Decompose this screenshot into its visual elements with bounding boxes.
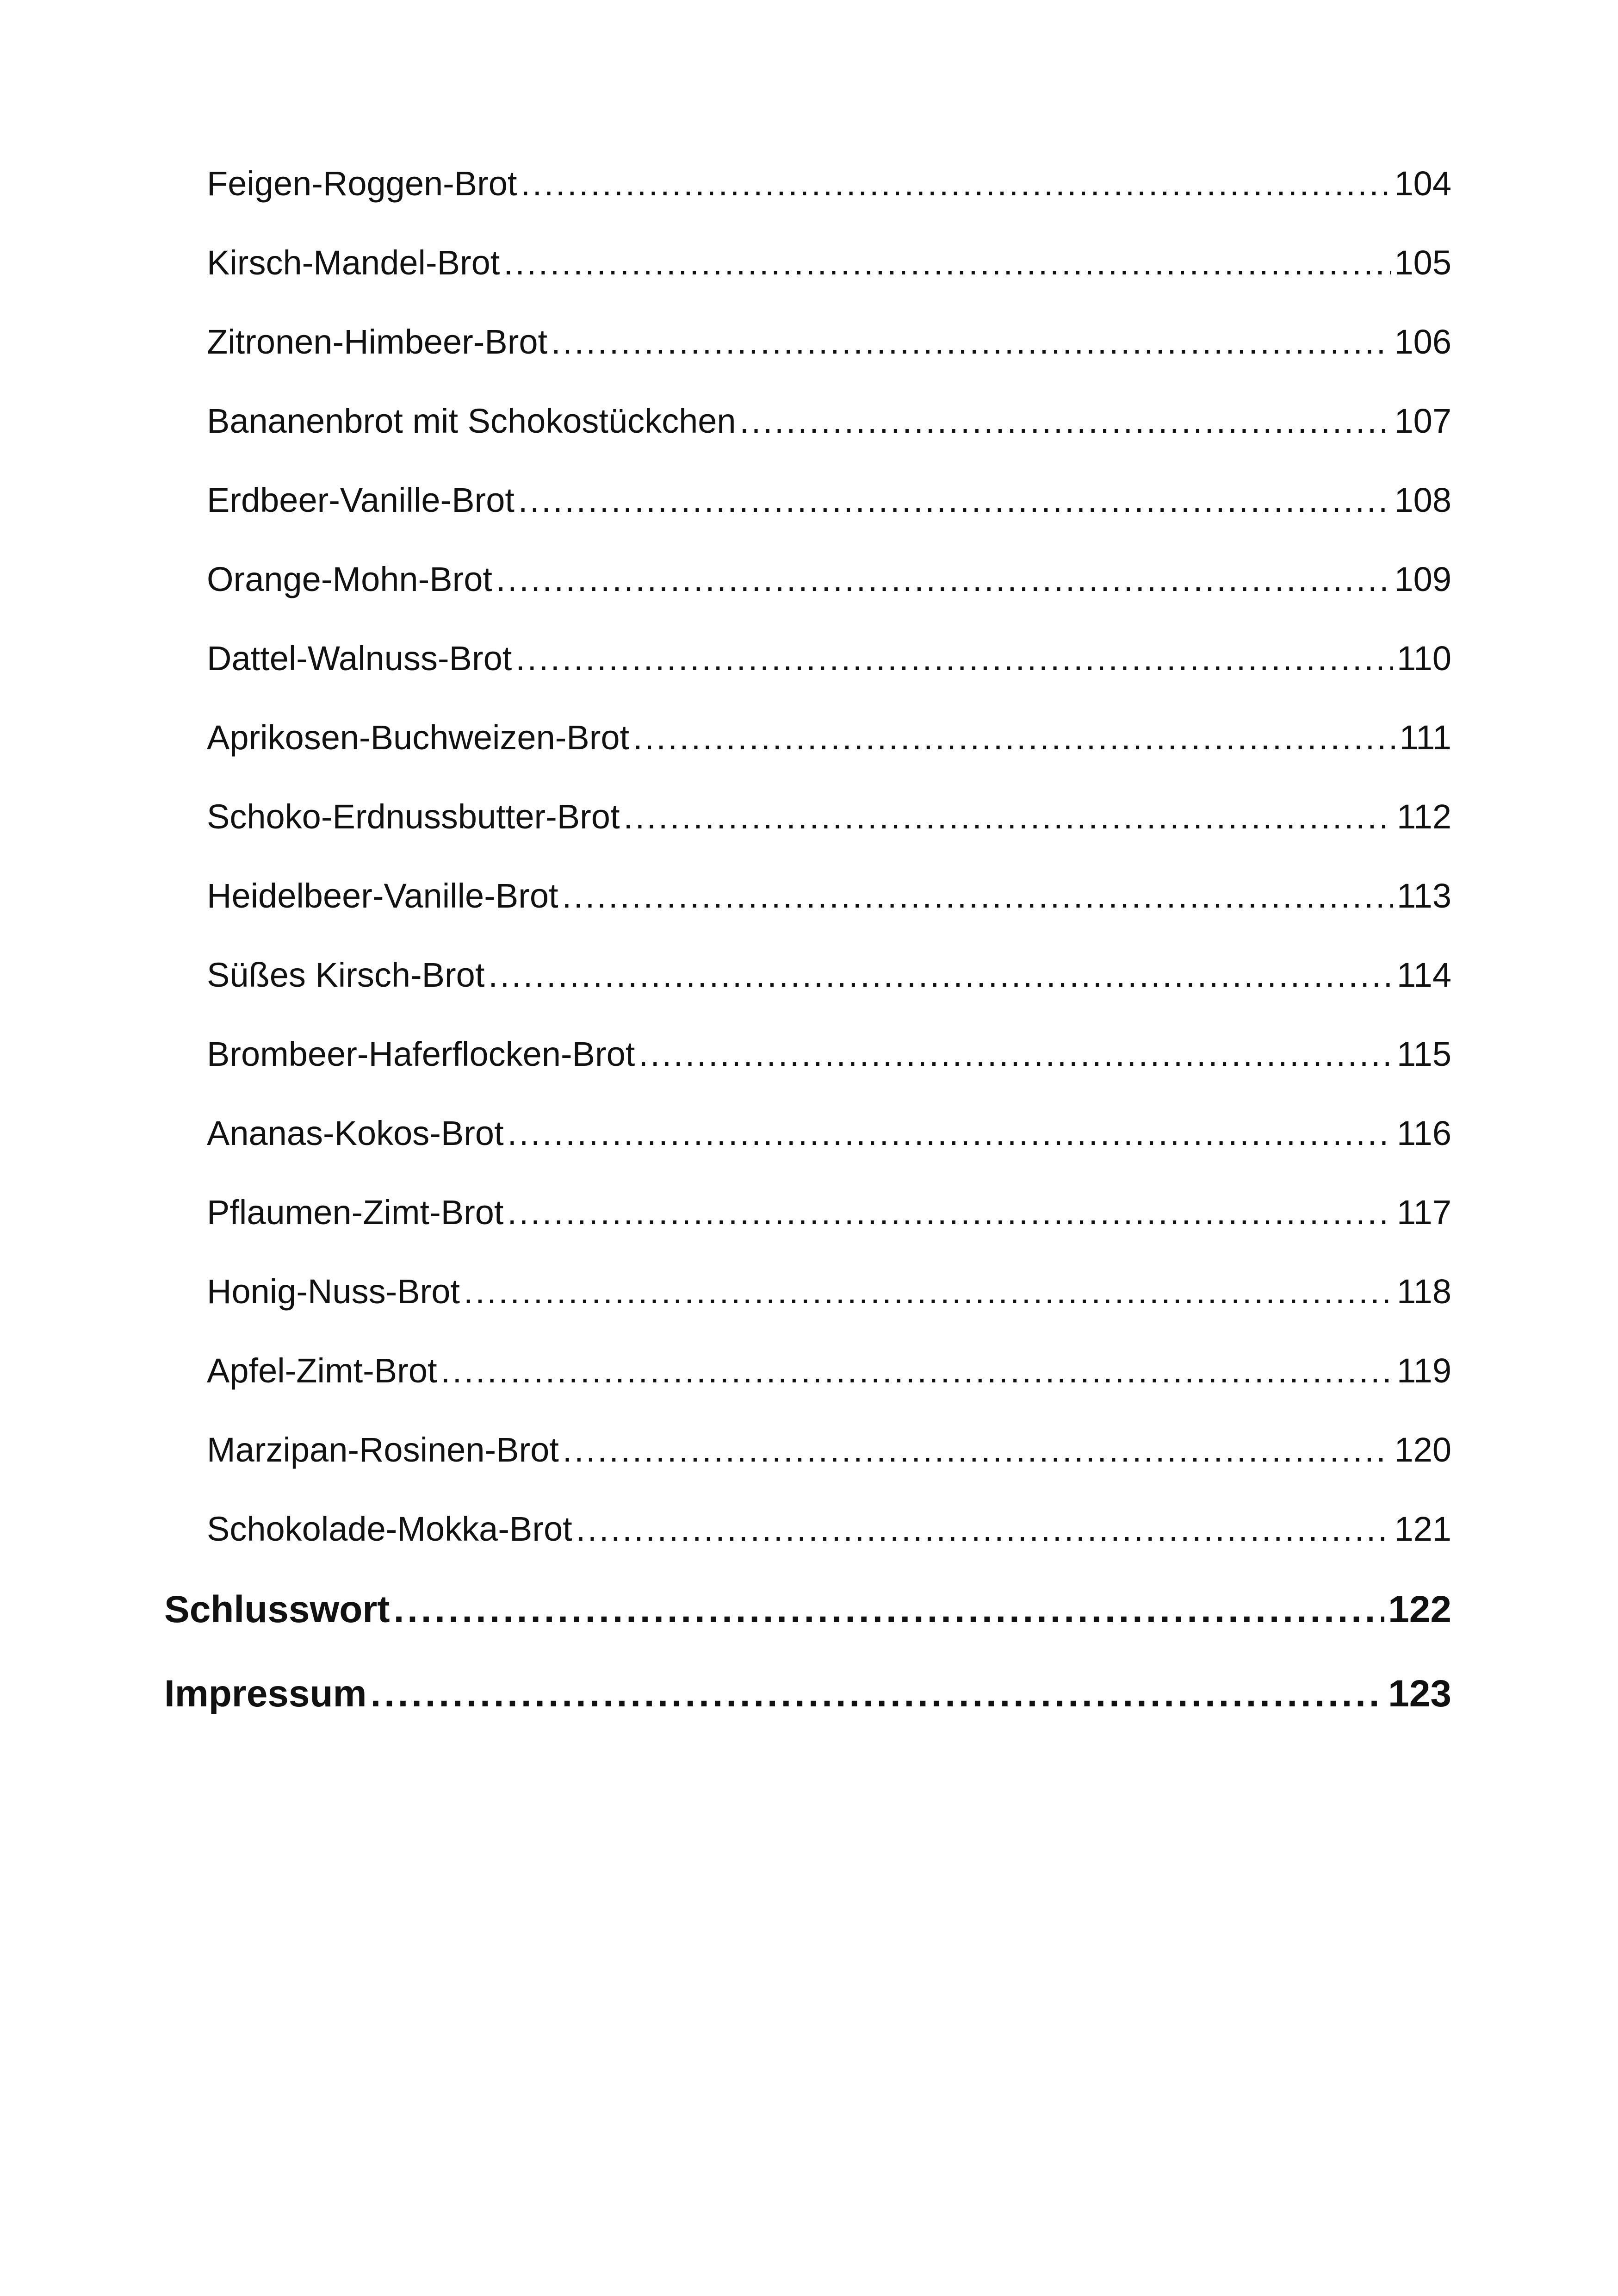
- toc-entry[interactable]: [207, 1108, 1451, 1159]
- toc-entry-page: 105: [1394, 243, 1451, 282]
- toc-entry[interactable]: [207, 950, 1451, 1001]
- dot-leader: [624, 791, 1393, 842]
- toc-entry-title: Apfel-Zimt-Brot: [207, 1351, 437, 1390]
- toc-entry[interactable]: [207, 633, 1451, 684]
- toc-entry-page: 113: [1397, 877, 1451, 915]
- toc-entry[interactable]: [207, 317, 1451, 367]
- toc-entry-page: 110: [1397, 639, 1451, 678]
- toc-entry-title: Ananas-Kokos-Brot: [207, 1114, 504, 1152]
- toc-entry[interactable]: [207, 554, 1451, 605]
- toc-chapter-page: 123: [1388, 1673, 1451, 1715]
- toc-entry-title: Bananenbrot mit Schokostückchen: [207, 402, 736, 440]
- toc-entry-page: 104: [1394, 164, 1451, 203]
- toc-entry[interactable]: [207, 158, 1451, 209]
- dot-leader: [464, 1266, 1393, 1317]
- toc-entry[interactable]: [207, 1345, 1451, 1396]
- toc-entry[interactable]: [207, 475, 1451, 526]
- toc-entry-title: Kirsch-Mandel-Brot: [207, 243, 500, 282]
- dot-leader: [576, 1504, 1391, 1555]
- toc-entry-page: 112: [1397, 797, 1451, 836]
- toc-entry-page: 111: [1399, 718, 1451, 757]
- toc-entry-page: 120: [1394, 1431, 1451, 1469]
- toc-entry-title: Honig-Nuss-Brot: [207, 1272, 460, 1311]
- toc-entry-page: 108: [1394, 481, 1451, 519]
- toc-entry-title: Erdbeer-Vanille-Brot: [207, 481, 515, 519]
- toc-entry-title: Schoko-Erdnussbutter-Brot: [207, 797, 620, 836]
- toc-entry[interactable]: [207, 1029, 1451, 1080]
- toc-entry-page: 109: [1394, 560, 1451, 598]
- toc-entry[interactable]: [207, 1187, 1451, 1238]
- toc-entry-title: Marzipan-Rosinen-Brot: [207, 1431, 559, 1469]
- toc-entry-page: 106: [1394, 323, 1451, 361]
- dot-leader: [515, 633, 1393, 684]
- dot-leader: [633, 712, 1395, 763]
- dot-leader: [371, 1666, 1385, 1722]
- dot-leader: [740, 396, 1391, 447]
- toc-entry[interactable]: [207, 396, 1451, 447]
- toc-entry[interactable]: [207, 1266, 1451, 1317]
- toc-entry-page: 107: [1394, 402, 1451, 440]
- toc-chapter-entry[interactable]: [164, 1666, 1451, 1722]
- toc-entry-page: 116: [1397, 1114, 1451, 1152]
- toc-entry[interactable]: [207, 1504, 1451, 1555]
- dot-leader: [518, 475, 1391, 526]
- toc-entry-page: 119: [1397, 1351, 1451, 1390]
- toc-entry-title: Schokolade-Mokka-Brot: [207, 1510, 572, 1548]
- toc-entry-title: Aprikosen-Buchweizen-Brot: [207, 718, 630, 757]
- toc-entry-page: 118: [1397, 1272, 1451, 1311]
- toc-chapter-title: Schlusswort: [164, 1588, 390, 1630]
- dot-leader: [521, 158, 1390, 209]
- toc-entry-page: 115: [1397, 1035, 1451, 1073]
- dot-leader: [496, 554, 1391, 605]
- toc-entry-title: Pflaumen-Zimt-Brot: [207, 1193, 504, 1232]
- dot-leader: [441, 1345, 1394, 1396]
- toc-entry-title: Feigen-Roggen-Brot: [207, 164, 517, 203]
- toc-entry-title: Heidelbeer-Vanille-Brot: [207, 877, 558, 915]
- toc-chapter-page: 122: [1388, 1588, 1451, 1630]
- toc-entry[interactable]: [207, 712, 1451, 763]
- toc-entry-title: Brombeer-Haferflocken-Brot: [207, 1035, 635, 1073]
- toc-chapter-title: Impressum: [164, 1673, 367, 1715]
- toc-entry-title: Orange-Mohn-Brot: [207, 560, 492, 598]
- dot-leader: [488, 950, 1393, 1001]
- dot-leader: [394, 1582, 1385, 1637]
- toc-entry-title: Dattel-Walnuss-Brot: [207, 639, 512, 678]
- toc-entry[interactable]: [207, 791, 1451, 842]
- dot-leader: [508, 1108, 1393, 1159]
- toc-entry[interactable]: [207, 237, 1451, 288]
- toc-entry-title: Zitronen-Himbeer-Brot: [207, 323, 548, 361]
- dot-leader: [503, 237, 1390, 288]
- toc-entry[interactable]: [207, 871, 1451, 921]
- dot-leader: [562, 871, 1393, 921]
- toc-entry[interactable]: [207, 1425, 1451, 1475]
- dot-leader: [551, 317, 1390, 367]
- toc-entry-title: Süßes Kirsch-Brot: [207, 956, 485, 994]
- dot-leader: [639, 1029, 1393, 1080]
- toc-entry-page: 121: [1394, 1510, 1451, 1548]
- toc-entry-page: 117: [1397, 1193, 1451, 1232]
- toc-entry-page: 114: [1397, 956, 1451, 994]
- dot-leader: [563, 1425, 1391, 1475]
- dot-leader: [507, 1187, 1393, 1238]
- toc-chapter-entry[interactable]: [164, 1582, 1451, 1637]
